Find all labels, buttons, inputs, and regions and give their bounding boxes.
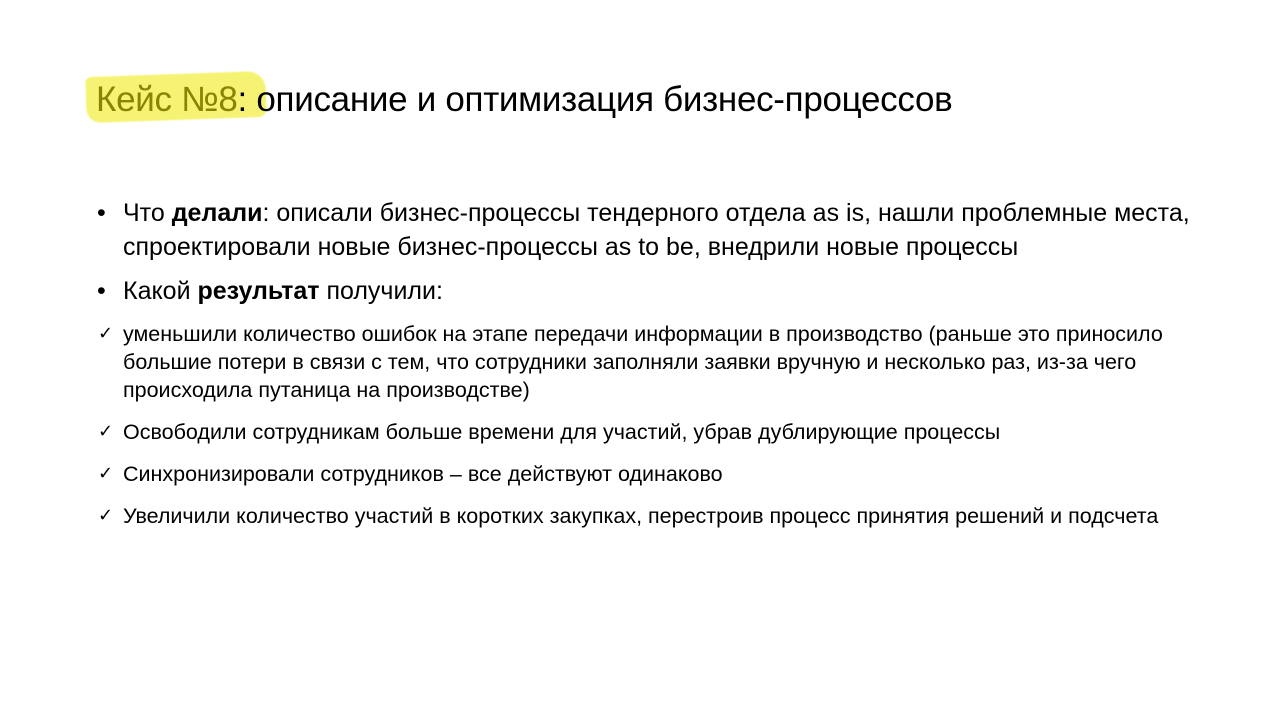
checkmark-icon: ✓ bbox=[98, 421, 114, 442]
bullet-bold: делали bbox=[171, 199, 263, 227]
result-text: Освободили сотрудникам больше времени для участий, убрав дублирующие процессы bbox=[123, 420, 1001, 444]
result-text: Увеличили количество участий в коротких закупках, перестроив процесс принятия решений и подсчета bbox=[123, 504, 1159, 528]
bullet-what-done bbox=[96, 196, 1196, 264]
title-area bbox=[96, 72, 952, 132]
bullet-marker: • bbox=[97, 277, 106, 305]
result-item bbox=[96, 460, 1196, 488]
bullet-suffix: получили: bbox=[319, 277, 443, 305]
result-item bbox=[96, 418, 1196, 446]
result-text: уменьшили количество ошибок на этапе передачи информации в производство (раньше это приносило большие потери в связи с тем, что сотрудники заполняли заявки вручную и несколько раз, из-за чего происходила путаница на производстве) bbox=[123, 322, 1163, 402]
checkmark-icon: ✓ bbox=[98, 323, 114, 344]
result-item bbox=[96, 320, 1196, 404]
checkmark-icon: ✓ bbox=[98, 505, 114, 526]
results-list bbox=[96, 320, 1196, 530]
result-text: Синхронизировали сотрудников – все действуют одинаково bbox=[123, 462, 723, 486]
bullet-prefix: Какой bbox=[123, 277, 198, 305]
result-item bbox=[96, 502, 1196, 530]
case-label: Кейс №8 bbox=[96, 80, 238, 119]
slide-title bbox=[96, 72, 952, 128]
bullet-prefix: Что bbox=[123, 199, 172, 227]
slide-content bbox=[96, 196, 1196, 544]
checkmark-icon: ✓ bbox=[98, 463, 114, 484]
bullet-bold: результат bbox=[197, 277, 320, 305]
bullet-result bbox=[96, 274, 1196, 308]
bullet-marker: • bbox=[97, 199, 106, 227]
bullet-suffix: : описали бизнес-процессы тендерного отдела as is, нашли проблемные места, спроектировали новые бизнес-процессы as to be, внедрили новые процессы bbox=[123, 199, 1190, 261]
title-text: : описание и оптимизация бизнес-процессов bbox=[237, 80, 953, 119]
